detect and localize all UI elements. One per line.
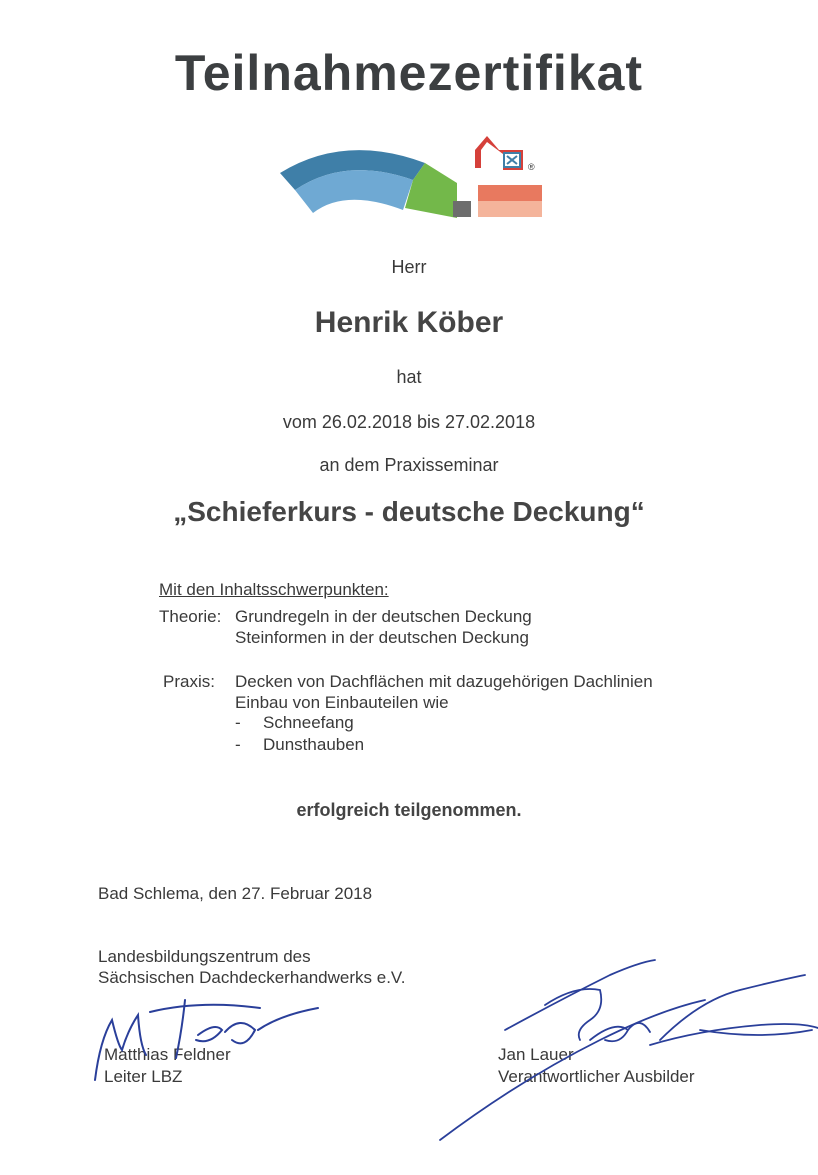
participant-name: Henrik Köber <box>314 306 504 339</box>
organization-line: Landesbildungszentrum des <box>98 947 311 966</box>
organization-logo <box>275 128 550 223</box>
bullet-text: Schneefang <box>263 713 354 732</box>
praxis-item: Decken von Dachflächen mit dazugehörigen Dachlinien <box>235 672 653 691</box>
bullet-dash: - <box>235 735 241 754</box>
bullet-dash: - <box>235 713 241 732</box>
theorie-label: Theorie: <box>159 607 222 626</box>
logo-grey-square <box>453 201 471 217</box>
logo-registered-mark: ® <box>528 162 535 172</box>
theorie-item: Grundregeln in der deutschen Deckung <box>235 607 532 626</box>
salutation: Herr <box>391 257 427 277</box>
verb-text: hat <box>396 367 422 387</box>
theorie-item: Steinformen in der deutschen Deckung <box>235 628 529 647</box>
certificate-title: Teilnahmezertifikat <box>174 45 644 101</box>
praxis-bullet-item <box>235 713 354 733</box>
logo-orange-dark <box>478 185 542 201</box>
signatory-role-left: Leiter LBZ <box>104 1067 183 1086</box>
organization-line: Sächsischen Dachdeckerhandwerks e.V. <box>98 968 406 987</box>
seminar-title: „Schieferkurs - deutsche Deckung“ <box>173 496 645 527</box>
place-date: Bad Schlema, den 27. Februar 2018 <box>98 884 373 903</box>
content-heading: Mit den Inhaltsschwerpunkten: <box>159 580 389 599</box>
praxis-item: Einbau von Einbauteilen wie <box>235 693 449 712</box>
seminar-intro: an dem Praxisseminar <box>319 455 499 475</box>
signatory-name-right: Jan Lauer <box>498 1045 574 1064</box>
signatory-role-right: Verantwortlicher Ausbilder <box>498 1067 695 1086</box>
result-text: erfolgreich teilgenommen. <box>296 800 522 820</box>
signature-right <box>440 960 818 1140</box>
signatory-name-left: Matthias Feldner <box>104 1045 231 1064</box>
praxis-label: Praxis: <box>163 672 215 691</box>
bullet-text: Dunsthauben <box>263 735 365 754</box>
logo-orange-light <box>478 201 542 217</box>
praxis-bullet-item <box>235 735 364 755</box>
course-dates: vom 26.02.2018 bis 27.02.2018 <box>282 412 536 432</box>
